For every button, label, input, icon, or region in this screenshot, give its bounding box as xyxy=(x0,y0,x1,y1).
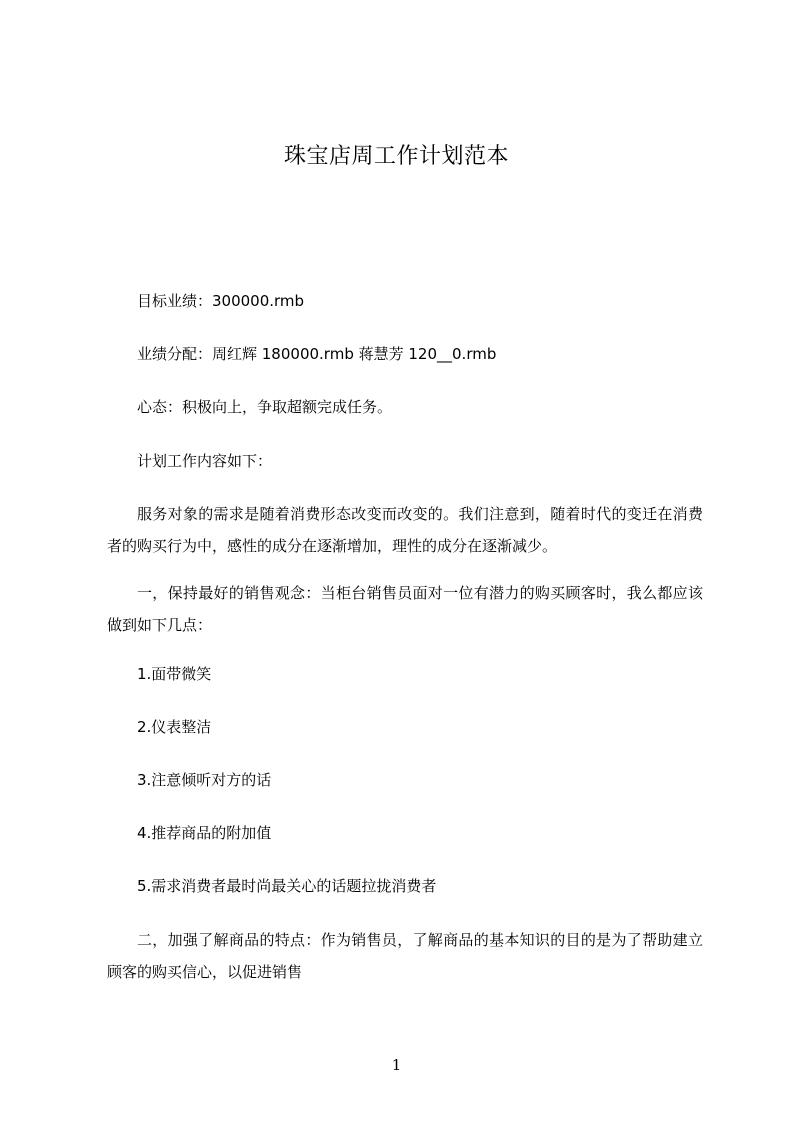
mindset-line: 心态：积极向上，争取超额完成任务。 xyxy=(137,398,393,416)
plan-intro-line: 计划工作内容如下： xyxy=(137,452,273,470)
list-item: 5.需求消费者最时尚最关心的话题拉拢消费者 xyxy=(137,877,437,895)
customer-demand-paragraph: 服务对象的需求是随着消费形态改变而改变的。我们注意到，随着时代的变迁在消费者的购买行为中，感性的成分在逐渐增加，理性的成分在逐渐减少。 xyxy=(107,505,703,555)
sales-concept-paragraph: 一，保持最好的销售观念：当柜台销售员面对一位有潜力的购买顾客时，我么都应该做到如下几点： xyxy=(107,584,703,634)
product-knowledge-paragraph: 二，加强了解商品的特点：作为销售员，了解商品的基本知识的目的是为了帮助建立顾客的购买信心，以促进销售 xyxy=(107,931,703,981)
list-item: 2.仪表整洁 xyxy=(137,718,212,736)
list-item: 1.面带微笑 xyxy=(137,665,212,683)
page-number: 1 xyxy=(391,1056,402,1074)
document-title: 珠宝店周工作计划范本 xyxy=(283,144,509,169)
list-item: 4.推荐商品的附加值 xyxy=(137,824,272,842)
list-item: 3.注意倾听对方的话 xyxy=(137,771,272,789)
target-performance-line: 目标业绩：300000.rmb xyxy=(137,292,305,310)
performance-allocation-line: 业绩分配：周红辉 180000.rmb 蒋慧芳 120__0.rmb xyxy=(137,345,497,363)
